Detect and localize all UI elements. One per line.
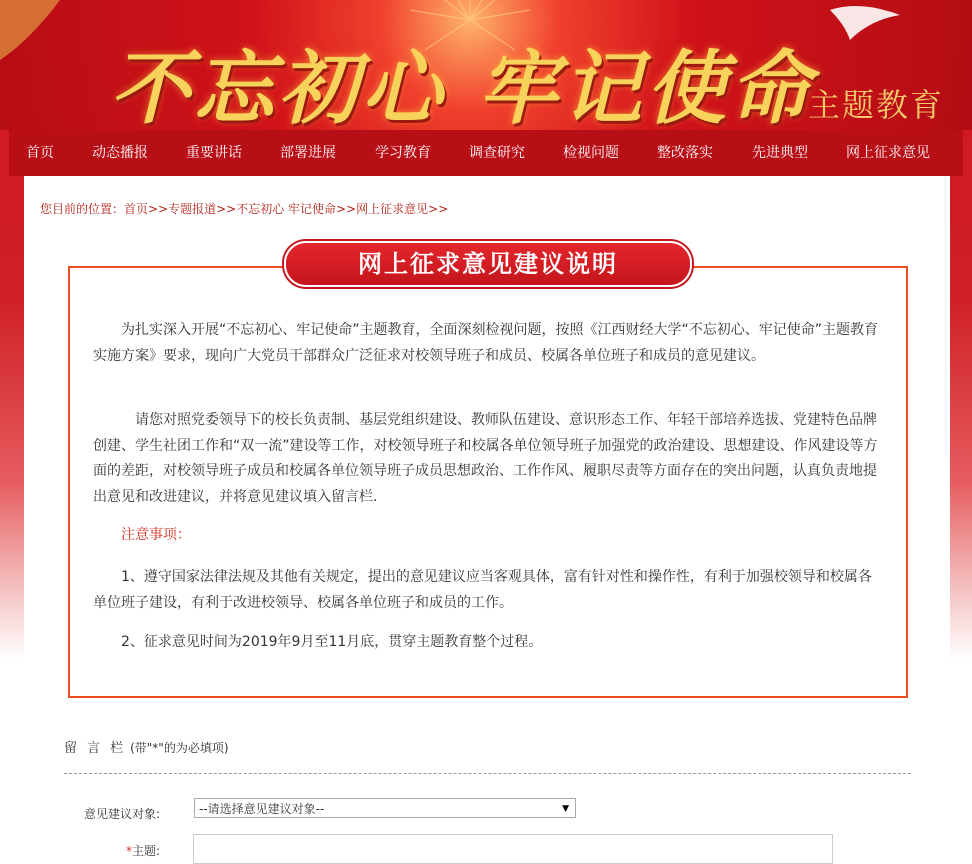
notice-paragraph-1: 为扎实深入开展“不忘初心、牢记使命”主题教育，全面深刻检视问题，按照《江西财经大学“不忘初心、牢记使命”主题教育实施方案》要求，现向广大党员干部群众广泛征求对校领导班子和成员、校属各单位班子和成员的意见建议。: [93, 322, 879, 364]
notes-title: 注意事项：: [121, 527, 191, 543]
note-2: 2、征求意见时间为2019年9月至11月底，贯穿主题教育整个过程。: [121, 634, 543, 650]
required-mark: *: [126, 844, 132, 858]
target-select[interactable]: [194, 798, 576, 818]
form-section-title: [64, 737, 229, 756]
chevron-down-icon: ▼: [562, 804, 569, 814]
subject-label-wrap: [126, 842, 160, 859]
nav-item-progress[interactable]: 部署进展: [280, 145, 336, 161]
target-label: 意见建议对象:: [84, 807, 161, 821]
target-select-value: --请选择意见建议对象--: [199, 802, 325, 816]
banner-title: 不忘初心 牢记使命: [110, 41, 814, 130]
form-section-hint: (带"*"的为必填项): [130, 741, 229, 755]
subject-input[interactable]: [193, 834, 833, 864]
subject-label: 主题:: [132, 844, 161, 858]
nav-item-home[interactable]: 首页: [26, 145, 54, 161]
main-nav: [9, 130, 963, 176]
form-section-label: 留 言 栏: [64, 741, 127, 756]
nav-item-rectify[interactable]: 整改落实: [657, 145, 713, 161]
nav-item-models[interactable]: 先进典型: [752, 145, 808, 161]
nav-item-review[interactable]: 检视问题: [563, 145, 619, 161]
header-banner: [0, 0, 972, 130]
dove-icon: [830, 6, 900, 40]
nav-item-feedback[interactable]: 网上征求意见: [846, 145, 930, 161]
notice-paragraph-2: 请您对照党委领导下的校长负责制、基层党组织建设、教师队伍建设、意识形态工作、年轻干部培养选拔、党建特色品牌创建、学生社团工作和“双一流”建设等工作，对校领导班子和校属各单位领导班子加强党的政治建设、思想建设、作风建设等方面的差距，对校领导班子成员和校属各单位领导班子成员思想政治、工作作风、履职尽责等方面存在的突出问题，认真负责地提出意见和改进建议，并将意见建议填入留言栏.: [93, 412, 878, 505]
nav-item-research[interactable]: 调查研究: [469, 145, 525, 161]
nav-item-speeches[interactable]: 重要讲话: [186, 145, 242, 161]
banner-subtitle: 主题教育: [808, 86, 945, 124]
breadcrumb[interactable]: 您目前的位置：首页>>专题报道>>不忘初心 牢记使命>>网上征求意见>>: [40, 202, 449, 216]
nav-item-study[interactable]: 学习教育: [375, 145, 431, 161]
form-divider: [64, 773, 911, 774]
note-1: 1、遵守国家法律法规及其他有关规定，提出的意见建议应当客观具体，富有针对性和操作性，有利于加强校领导和校属各单位班子建设，有利于改进校领导、校属各单位班子和成员的工作。: [93, 569, 872, 611]
nav-item-news[interactable]: 动态播报: [92, 145, 148, 161]
notice-title: 网上征求意见建议说明: [284, 241, 692, 287]
